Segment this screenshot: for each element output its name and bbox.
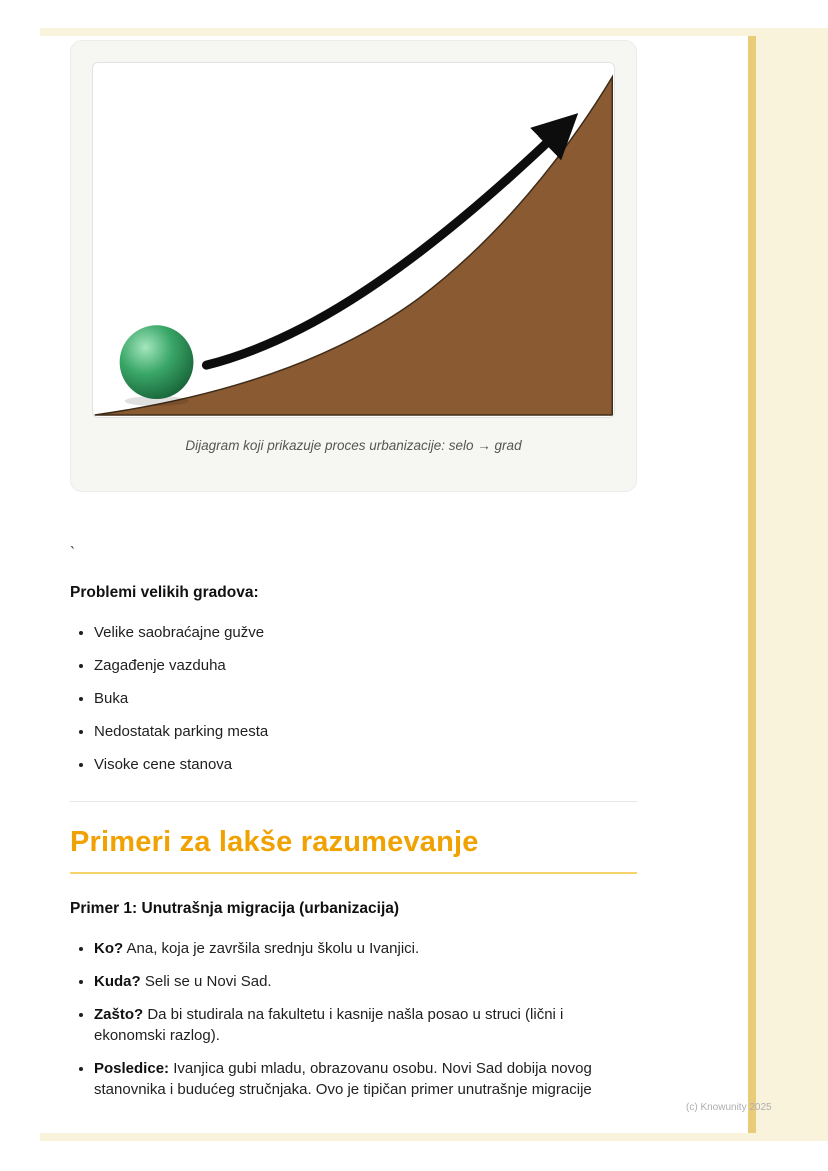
right-gold-divider xyxy=(748,36,756,1133)
example-1-heading: Primer 1: Unutrašnja migracija (urbanizacija) xyxy=(70,900,400,917)
list-item-lead: Posledice: xyxy=(94,1060,170,1077)
list-item-text: Ana, koja je završila srednju školu u Ivanjici. xyxy=(126,940,420,957)
list-item-lead: Kuda? xyxy=(94,973,141,990)
list-item-lead: Zašto? xyxy=(94,1006,144,1023)
green-ball xyxy=(120,325,194,399)
figure-caption: Dijagram koji prikazuje proces urbanizacije: selo → grad xyxy=(185,438,522,453)
examples-heading: Primeri za lakše razumevanje xyxy=(70,826,637,874)
list-item xyxy=(94,655,637,676)
diagram-svg xyxy=(93,63,614,417)
list-item-lead: Ko? xyxy=(94,940,124,957)
list-item xyxy=(94,622,637,643)
list-item-text: Nedostatak parking mesta xyxy=(94,723,269,740)
list-item-text: Visoke cene stanova xyxy=(94,756,233,773)
list-item-text: Ivanjica gubi mladu, obrazovanu osobu. Novi Sad dobija novog stanovnika i budućeg stručnjaka. Ovo je tipičan primer unutrašnje migracije xyxy=(94,1060,592,1098)
list-item-text: Da bi studirala na fakultetu i kasnije našla posao u struci (lični i ekonomski razlog). xyxy=(94,1006,564,1044)
list-item-text: Seli se u Novi Sad. xyxy=(144,973,272,990)
figure-card xyxy=(70,40,637,492)
list-item xyxy=(94,1058,637,1100)
urbanization-diagram xyxy=(92,62,615,418)
section-divider xyxy=(70,801,637,802)
list-item xyxy=(94,1004,637,1046)
list-item-text: Buka xyxy=(94,690,129,707)
problems-list xyxy=(70,622,637,775)
list-item xyxy=(94,688,637,709)
list-item-text: Velike saobraćajne gužve xyxy=(94,624,265,641)
list-item xyxy=(94,721,637,742)
list-item xyxy=(94,971,637,992)
stray-backtick: ` xyxy=(70,544,75,561)
knowunity-watermark: (c) Knowunity 2025 xyxy=(686,1102,772,1113)
document-content xyxy=(70,40,637,1112)
example-1-list xyxy=(70,938,637,1100)
list-item xyxy=(94,754,637,775)
list-item-text: Zagađenje vazduha xyxy=(94,657,226,674)
list-item xyxy=(94,938,637,959)
problems-heading: Problemi velikih gradova: xyxy=(70,584,259,601)
